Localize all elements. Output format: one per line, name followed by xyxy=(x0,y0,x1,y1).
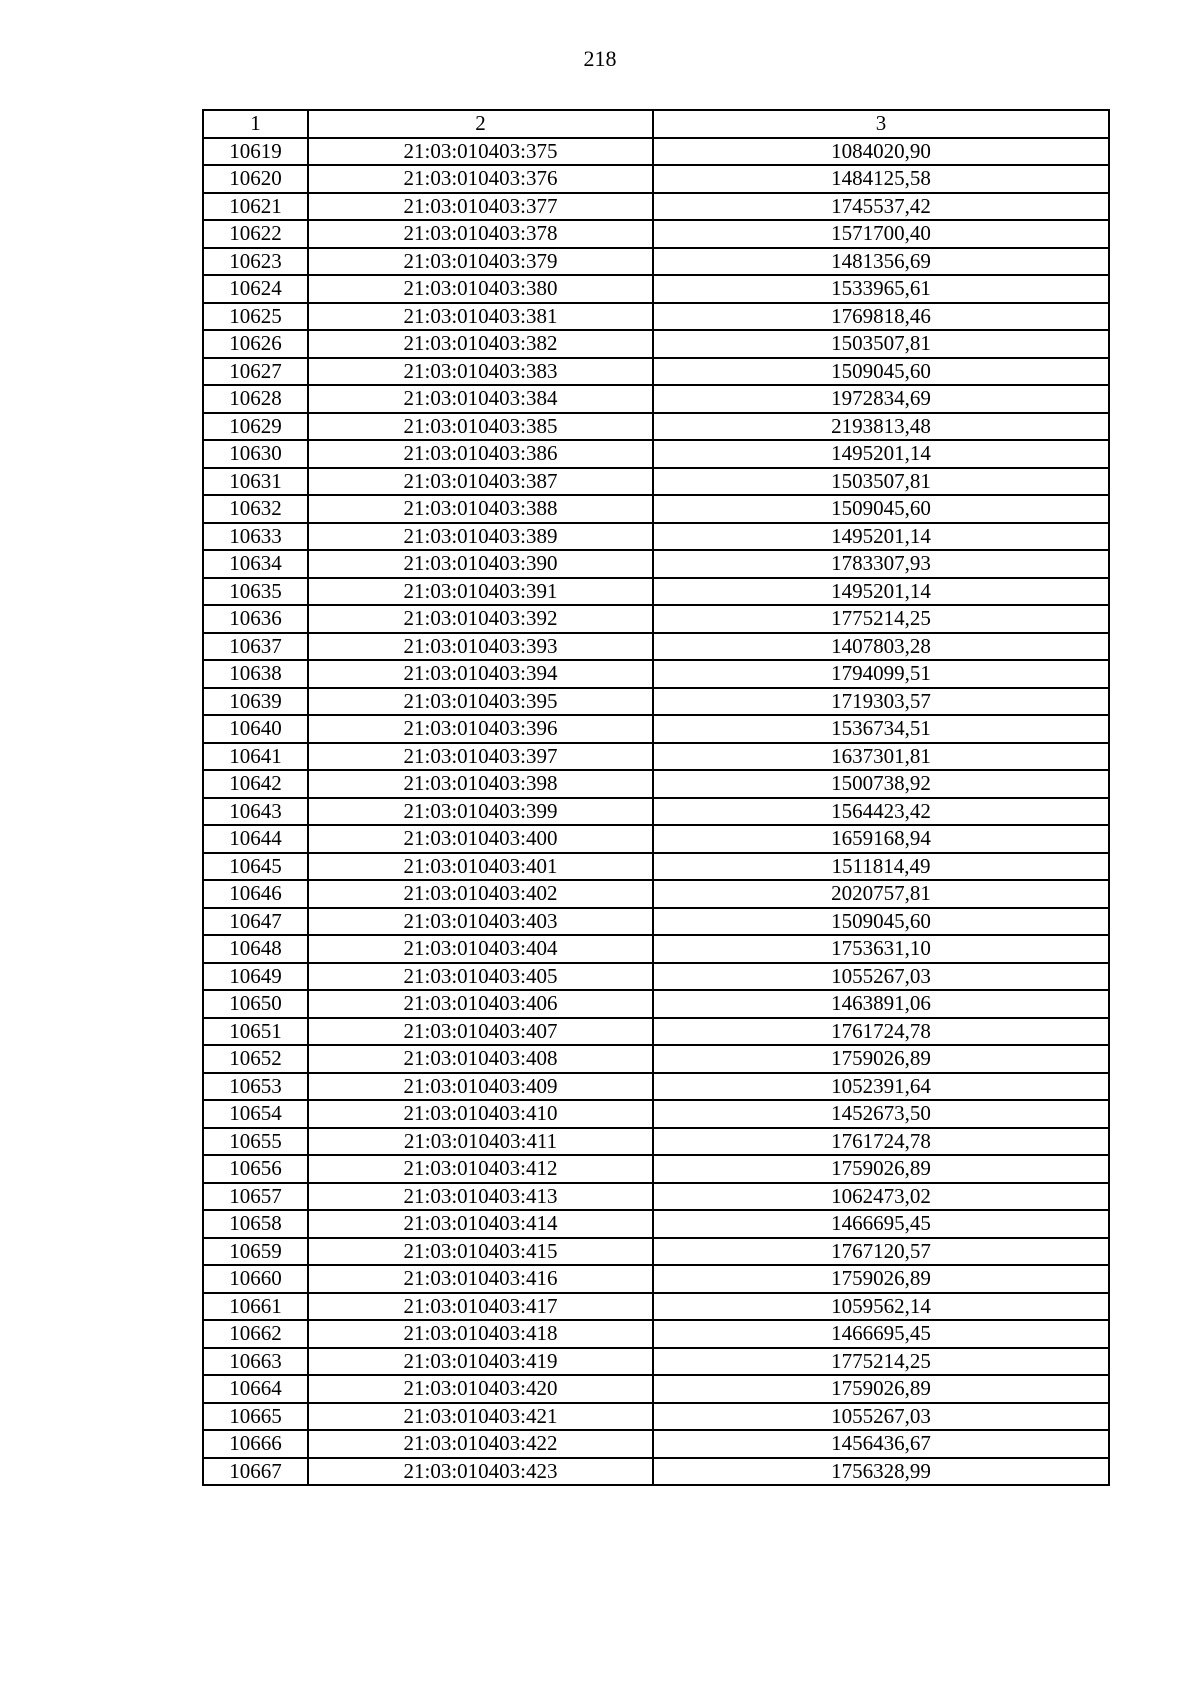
cadastral-number-cell: 21:03:010403:385 xyxy=(308,413,653,441)
table-row xyxy=(203,660,1109,688)
table-row xyxy=(203,743,1109,771)
row-number-cell: 10631 xyxy=(203,468,308,496)
value-cell: 1509045,60 xyxy=(653,908,1109,936)
header-cell-2: 2 xyxy=(308,110,653,138)
row-number-cell: 10619 xyxy=(203,138,308,166)
cadastral-number-cell: 21:03:010403:392 xyxy=(308,605,653,633)
table-row xyxy=(203,330,1109,358)
table-row xyxy=(203,715,1109,743)
row-number-cell: 10650 xyxy=(203,990,308,1018)
table-body xyxy=(203,110,1109,1485)
value-cell: 1503507,81 xyxy=(653,468,1109,496)
table-row xyxy=(203,413,1109,441)
row-number-cell: 10621 xyxy=(203,193,308,221)
row-number-cell: 10656 xyxy=(203,1155,308,1183)
value-cell: 1756328,99 xyxy=(653,1458,1109,1486)
value-cell: 1500738,92 xyxy=(653,770,1109,798)
cadastral-number-cell: 21:03:010403:402 xyxy=(308,880,653,908)
value-cell: 1511814,49 xyxy=(653,853,1109,881)
cadastral-number-cell: 21:03:010403:383 xyxy=(308,358,653,386)
cadastral-number-cell: 21:03:010403:420 xyxy=(308,1375,653,1403)
row-number-cell: 10665 xyxy=(203,1403,308,1431)
row-number-cell: 10640 xyxy=(203,715,308,743)
value-cell: 1495201,14 xyxy=(653,523,1109,551)
table-row xyxy=(203,1100,1109,1128)
row-number-cell: 10628 xyxy=(203,385,308,413)
table-row xyxy=(203,1210,1109,1238)
table-row xyxy=(203,1293,1109,1321)
value-cell: 1062473,02 xyxy=(653,1183,1109,1211)
cadastral-number-cell: 21:03:010403:398 xyxy=(308,770,653,798)
value-cell: 1055267,03 xyxy=(653,963,1109,991)
table-row xyxy=(203,853,1109,881)
cadastral-number-cell: 21:03:010403:413 xyxy=(308,1183,653,1211)
cadastral-number-cell: 21:03:010403:388 xyxy=(308,495,653,523)
cadastral-number-cell: 21:03:010403:408 xyxy=(308,1045,653,1073)
value-cell: 1463891,06 xyxy=(653,990,1109,1018)
row-number-cell: 10626 xyxy=(203,330,308,358)
cadastral-number-cell: 21:03:010403:405 xyxy=(308,963,653,991)
cadastral-number-cell: 21:03:010403:417 xyxy=(308,1293,653,1321)
table-row xyxy=(203,440,1109,468)
cadastral-number-cell: 21:03:010403:415 xyxy=(308,1238,653,1266)
cadastral-number-cell: 21:03:010403:378 xyxy=(308,220,653,248)
value-cell: 1659168,94 xyxy=(653,825,1109,853)
cadastral-number-cell: 21:03:010403:382 xyxy=(308,330,653,358)
cadastral-number-cell: 21:03:010403:414 xyxy=(308,1210,653,1238)
row-number-cell: 10657 xyxy=(203,1183,308,1211)
value-cell: 1456436,67 xyxy=(653,1430,1109,1458)
table-header-row xyxy=(203,110,1109,138)
cadastral-number-cell: 21:03:010403:401 xyxy=(308,853,653,881)
cadastral-number-cell: 21:03:010403:379 xyxy=(308,248,653,276)
cadastral-number-cell: 21:03:010403:421 xyxy=(308,1403,653,1431)
row-number-cell: 10633 xyxy=(203,523,308,551)
value-cell: 1481356,69 xyxy=(653,248,1109,276)
table-row xyxy=(203,303,1109,331)
row-number-cell: 10635 xyxy=(203,578,308,606)
cadastral-number-cell: 21:03:010403:419 xyxy=(308,1348,653,1376)
table-row xyxy=(203,1045,1109,1073)
value-cell: 1533965,61 xyxy=(653,275,1109,303)
value-cell: 1769818,46 xyxy=(653,303,1109,331)
row-number-cell: 10647 xyxy=(203,908,308,936)
cadastral-number-cell: 21:03:010403:384 xyxy=(308,385,653,413)
value-cell: 1775214,25 xyxy=(653,1348,1109,1376)
row-number-cell: 10645 xyxy=(203,853,308,881)
table-row xyxy=(203,1073,1109,1101)
table-row xyxy=(203,523,1109,551)
row-number-cell: 10646 xyxy=(203,880,308,908)
value-cell: 1637301,81 xyxy=(653,743,1109,771)
table-row xyxy=(203,1238,1109,1266)
value-cell: 1761724,78 xyxy=(653,1128,1109,1156)
table-row xyxy=(203,385,1109,413)
table-row xyxy=(203,468,1109,496)
cadastral-number-cell: 21:03:010403:376 xyxy=(308,165,653,193)
table-row xyxy=(203,578,1109,606)
table-row xyxy=(203,1265,1109,1293)
cadastral-number-cell: 21:03:010403:406 xyxy=(308,990,653,1018)
value-cell: 1484125,58 xyxy=(653,165,1109,193)
value-cell: 1509045,60 xyxy=(653,495,1109,523)
cadastral-number-cell: 21:03:010403:423 xyxy=(308,1458,653,1486)
header-cell-3: 3 xyxy=(653,110,1109,138)
row-number-cell: 10627 xyxy=(203,358,308,386)
cadastral-number-cell: 21:03:010403:380 xyxy=(308,275,653,303)
table-row xyxy=(203,138,1109,166)
cadastral-number-cell: 21:03:010403:404 xyxy=(308,935,653,963)
cadastral-number-cell: 21:03:010403:377 xyxy=(308,193,653,221)
table-row xyxy=(203,248,1109,276)
table-row xyxy=(203,935,1109,963)
value-cell: 1761724,78 xyxy=(653,1018,1109,1046)
cadastral-number-cell: 21:03:010403:400 xyxy=(308,825,653,853)
row-number-cell: 10644 xyxy=(203,825,308,853)
row-number-cell: 10651 xyxy=(203,1018,308,1046)
row-number-cell: 10658 xyxy=(203,1210,308,1238)
row-number-cell: 10625 xyxy=(203,303,308,331)
row-number-cell: 10659 xyxy=(203,1238,308,1266)
value-cell: 1794099,51 xyxy=(653,660,1109,688)
table-row xyxy=(203,1403,1109,1431)
row-number-cell: 10634 xyxy=(203,550,308,578)
cadastral-number-cell: 21:03:010403:387 xyxy=(308,468,653,496)
table-row xyxy=(203,825,1109,853)
cadastral-number-cell: 21:03:010403:381 xyxy=(308,303,653,331)
table-row xyxy=(203,275,1109,303)
row-number-cell: 10624 xyxy=(203,275,308,303)
value-cell: 1452673,50 xyxy=(653,1100,1109,1128)
table-row xyxy=(203,1155,1109,1183)
value-cell: 1536734,51 xyxy=(653,715,1109,743)
table-row xyxy=(203,220,1109,248)
cadastral-number-cell: 21:03:010403:416 xyxy=(308,1265,653,1293)
value-cell: 1972834,69 xyxy=(653,385,1109,413)
table-row xyxy=(203,605,1109,633)
value-cell: 2020757,81 xyxy=(653,880,1109,908)
table-row xyxy=(203,963,1109,991)
row-number-cell: 10664 xyxy=(203,1375,308,1403)
value-cell: 1571700,40 xyxy=(653,220,1109,248)
value-cell: 1466695,45 xyxy=(653,1210,1109,1238)
table-row xyxy=(203,165,1109,193)
table-row xyxy=(203,358,1109,386)
table-row xyxy=(203,990,1109,1018)
value-cell: 1759026,89 xyxy=(653,1375,1109,1403)
value-cell: 1767120,57 xyxy=(653,1238,1109,1266)
table-row xyxy=(203,908,1109,936)
cadastral-number-cell: 21:03:010403:396 xyxy=(308,715,653,743)
value-cell: 1759026,89 xyxy=(653,1265,1109,1293)
row-number-cell: 10649 xyxy=(203,963,308,991)
table-row xyxy=(203,1320,1109,1348)
table-row xyxy=(203,1348,1109,1376)
table-row xyxy=(203,495,1109,523)
cadastral-number-cell: 21:03:010403:395 xyxy=(308,688,653,716)
value-cell: 1564423,42 xyxy=(653,798,1109,826)
cadastral-number-cell: 21:03:010403:410 xyxy=(308,1100,653,1128)
table-row xyxy=(203,550,1109,578)
table-row xyxy=(203,1458,1109,1486)
value-cell: 1495201,14 xyxy=(653,440,1109,468)
table-row xyxy=(203,1375,1109,1403)
value-cell: 1759026,89 xyxy=(653,1045,1109,1073)
row-number-cell: 10655 xyxy=(203,1128,308,1156)
table-row xyxy=(203,1018,1109,1046)
value-cell: 1055267,03 xyxy=(653,1403,1109,1431)
row-number-cell: 10652 xyxy=(203,1045,308,1073)
cadastral-number-cell: 21:03:010403:422 xyxy=(308,1430,653,1458)
value-cell: 1495201,14 xyxy=(653,578,1109,606)
value-cell: 1783307,93 xyxy=(653,550,1109,578)
value-cell: 1059562,14 xyxy=(653,1293,1109,1321)
value-cell: 1407803,28 xyxy=(653,633,1109,661)
row-number-cell: 10642 xyxy=(203,770,308,798)
row-number-cell: 10639 xyxy=(203,688,308,716)
cadastral-number-cell: 21:03:010403:386 xyxy=(308,440,653,468)
cadastral-number-cell: 21:03:010403:409 xyxy=(308,1073,653,1101)
value-cell: 2193813,48 xyxy=(653,413,1109,441)
cadastral-number-cell: 21:03:010403:403 xyxy=(308,908,653,936)
cadastral-number-cell: 21:03:010403:394 xyxy=(308,660,653,688)
table-row xyxy=(203,1183,1109,1211)
row-number-cell: 10654 xyxy=(203,1100,308,1128)
row-number-cell: 10666 xyxy=(203,1430,308,1458)
value-cell: 1759026,89 xyxy=(653,1155,1109,1183)
cadastral-number-cell: 21:03:010403:397 xyxy=(308,743,653,771)
value-cell: 1509045,60 xyxy=(653,358,1109,386)
header-cell-1: 1 xyxy=(203,110,308,138)
cadastral-number-cell: 21:03:010403:411 xyxy=(308,1128,653,1156)
row-number-cell: 10660 xyxy=(203,1265,308,1293)
cadastral-number-cell: 21:03:010403:407 xyxy=(308,1018,653,1046)
row-number-cell: 10629 xyxy=(203,413,308,441)
row-number-cell: 10663 xyxy=(203,1348,308,1376)
table-row xyxy=(203,880,1109,908)
value-cell: 1503507,81 xyxy=(653,330,1109,358)
cadastral-number-cell: 21:03:010403:399 xyxy=(308,798,653,826)
row-number-cell: 10648 xyxy=(203,935,308,963)
cadastral-number-cell: 21:03:010403:391 xyxy=(308,578,653,606)
table-row xyxy=(203,770,1109,798)
row-number-cell: 10623 xyxy=(203,248,308,276)
table-row xyxy=(203,688,1109,716)
value-cell: 1753631,10 xyxy=(653,935,1109,963)
value-cell: 1745537,42 xyxy=(653,193,1109,221)
registry-table xyxy=(202,109,1110,1486)
table-row xyxy=(203,798,1109,826)
cadastral-number-cell: 21:03:010403:375 xyxy=(308,138,653,166)
row-number-cell: 10622 xyxy=(203,220,308,248)
table-row xyxy=(203,1128,1109,1156)
table-row xyxy=(203,193,1109,221)
table-row xyxy=(203,1430,1109,1458)
cadastral-number-cell: 21:03:010403:390 xyxy=(308,550,653,578)
cadastral-number-cell: 21:03:010403:389 xyxy=(308,523,653,551)
value-cell: 1084020,90 xyxy=(653,138,1109,166)
value-cell: 1719303,57 xyxy=(653,688,1109,716)
table-row xyxy=(203,633,1109,661)
cadastral-number-cell: 21:03:010403:418 xyxy=(308,1320,653,1348)
row-number-cell: 10667 xyxy=(203,1458,308,1486)
row-number-cell: 10632 xyxy=(203,495,308,523)
row-number-cell: 10641 xyxy=(203,743,308,771)
row-number-cell: 10661 xyxy=(203,1293,308,1321)
row-number-cell: 10638 xyxy=(203,660,308,688)
row-number-cell: 10637 xyxy=(203,633,308,661)
row-number-cell: 10636 xyxy=(203,605,308,633)
row-number-cell: 10643 xyxy=(203,798,308,826)
row-number-cell: 10630 xyxy=(203,440,308,468)
row-number-cell: 10662 xyxy=(203,1320,308,1348)
row-number-cell: 10653 xyxy=(203,1073,308,1101)
value-cell: 1775214,25 xyxy=(653,605,1109,633)
value-cell: 1466695,45 xyxy=(653,1320,1109,1348)
page-number: 218 xyxy=(583,46,617,71)
row-number-cell: 10620 xyxy=(203,165,308,193)
value-cell: 1052391,64 xyxy=(653,1073,1109,1101)
cadastral-number-cell: 21:03:010403:412 xyxy=(308,1155,653,1183)
cadastral-number-cell: 21:03:010403:393 xyxy=(308,633,653,661)
